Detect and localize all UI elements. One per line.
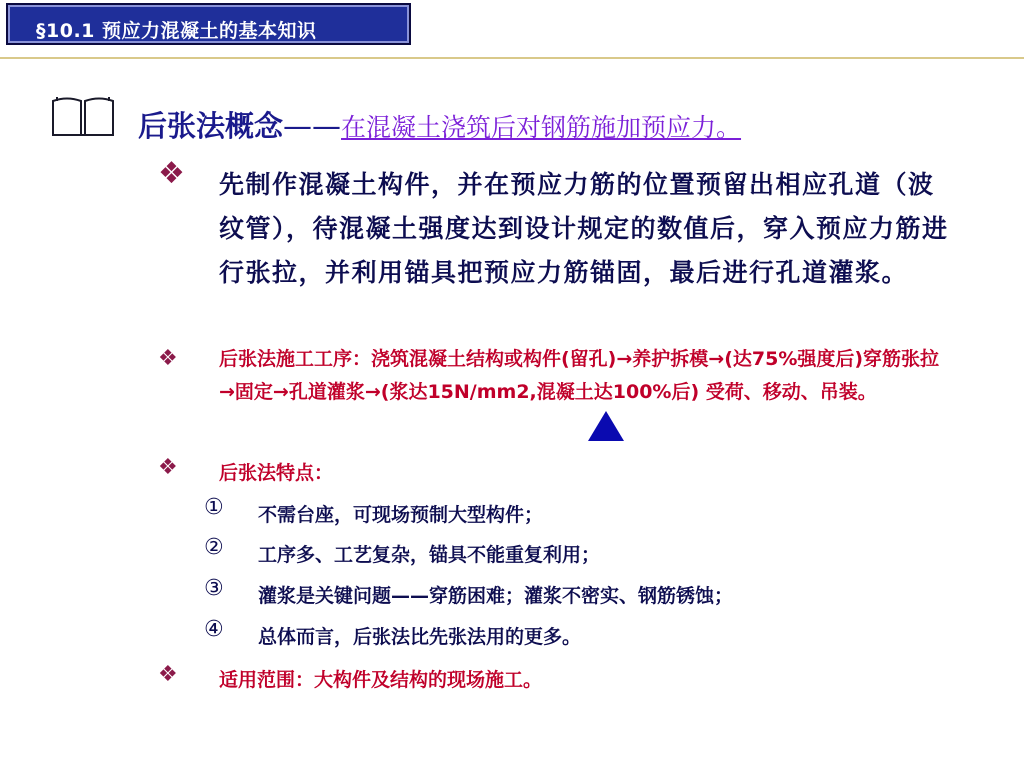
section-title: §10.1 预应力混凝土的基本知识: [36, 20, 317, 42]
concept-dash: ——: [283, 109, 342, 143]
feature-item: 工序多、工艺复杂，锚具不能重复利用；: [258, 544, 601, 566]
concept-title: [138, 104, 741, 145]
feature-item: 总体而言，后张法比先张法用的更多。: [258, 626, 582, 648]
open-book-icon: [50, 93, 116, 139]
section-header: [6, 3, 411, 45]
feature-item: 不需台座，可现场预制大型构件；: [258, 504, 544, 526]
bullet-icon: ❖: [158, 662, 178, 687]
feature-number: ③: [204, 576, 224, 601]
features-heading: 后张法特点：: [219, 462, 334, 484]
feature-number: ①: [204, 495, 224, 520]
concept-definition: 在混凝土浇筑后对钢筋施加预应力。: [341, 113, 742, 142]
bullet-icon: ❖: [158, 455, 178, 480]
bullet-icon: ❖: [158, 156, 185, 191]
construction-sequence: 后张法施工工序：浇筑混凝土结构或构件(留孔)→养护拆模→(达75%强度后)穿筋张拉→固定→孔道灌浆→(浆达15N/mm2,混凝土达100%后) 受荷、移动、吊装。: [219, 348, 940, 403]
process-description: 先制作混凝土构件，并在预应力筋的位置预留出相应孔道（波纹管），待混凝土强度达到设计规定的数值后，穿入预应力筋进行张拉，并利用锚具把预应力筋锚固，最后进行孔道灌浆。: [219, 170, 949, 287]
triangle-icon: [588, 411, 624, 441]
feature-number: ②: [204, 535, 224, 560]
application-scope: 适用范围：大构件及结构的现场施工。: [219, 669, 543, 691]
feature-number: ④: [204, 617, 224, 642]
feature-item: 灌浆是关键问题——穿筋困难；灌浆不密实、钢筋锈蚀；: [258, 585, 734, 607]
concept-heading: 后张法概念: [138, 109, 284, 143]
header-rule: [0, 57, 1024, 59]
bullet-icon: ❖: [158, 346, 178, 371]
